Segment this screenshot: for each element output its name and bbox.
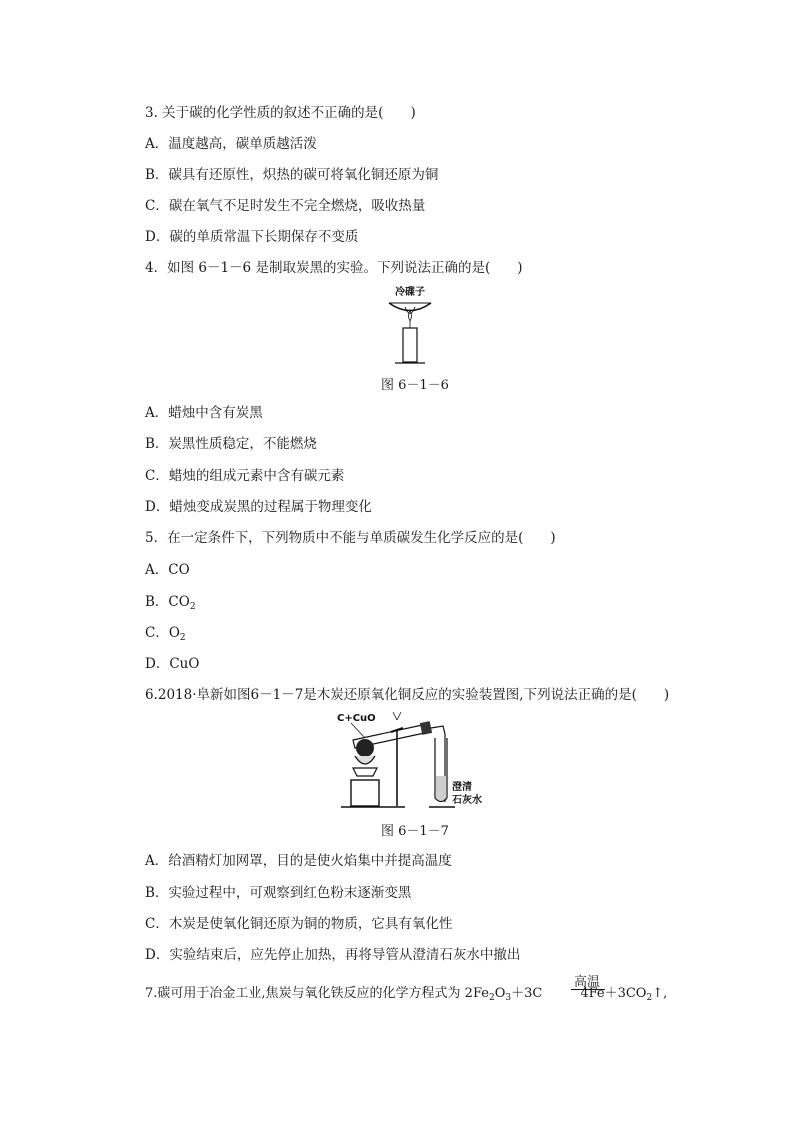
q6-option-a: A．给酒精灯加网罩，目的是使火焰集中并提高温度 (145, 853, 452, 869)
reaction-condition: 高温 (574, 975, 601, 990)
carbon-reduction-apparatus-figure (335, 710, 495, 812)
figure-6-1-6-caption: 图 6－1－6 (381, 378, 449, 393)
q3-option-c: C．碳在氧气不足时发生不完全燃烧，吸收热量 (145, 198, 426, 214)
reactant-label: C+CuO (337, 713, 376, 724)
q6-stem: 6.2018·阜新如图6－1－7是木炭还原氧化铜反应的实验装置图,下列说法正确的是( ) (145, 687, 670, 703)
q5-option-b: B．$CO_2$ (145, 594, 196, 612)
limewater-label-2: 石灰水 (452, 795, 482, 806)
q3-option-a: A．温度越高，碳单质越活泼 (145, 136, 317, 152)
q7-stem: 7.碳可用于冶金工业,焦炭与氧化铁反应的化学方程式为 $2Fe_2O_3+3C$ $4Fe+3CO_2↑$, (145, 986, 668, 1003)
q4-stem: 4．如图 6－1－6 是制取炭黑的实验。下列说法正确的是( ) (145, 260, 523, 276)
q6-option-d: D．实验结束后，应先停止加热，再将导管从澄清石灰水中撤出 (145, 947, 521, 963)
q3-option-b: B．碳具有还原性，炽热的碳可将氧化铜还原为铜 (145, 167, 439, 183)
q5-option-a: A．CO (145, 562, 190, 578)
limewater-label-1: 澄清 (452, 782, 472, 793)
cold-dish-label: 冷碟子 (395, 287, 425, 298)
figure-6-1-7-caption: 图 6－1－7 (381, 824, 449, 839)
q4-option-d: D．蜡烛变成炭黑的过程属于物理变化 (145, 499, 372, 515)
q3-stem: 3. 关于碳的化学性质的叙述不正确的是( ) (145, 105, 416, 121)
candle-cold-dish-figure (385, 284, 435, 366)
q5-option-d: D．CuO (145, 656, 200, 672)
q4-option-a: A．蜡烛中含有炭黑 (145, 405, 263, 421)
q6-option-b: B．实验过程中，可观察到红色粉末逐渐变黑 (145, 885, 412, 901)
q6-option-c: C．木炭是使氧化铜还原为铜的物质，它具有氧化性 (145, 916, 453, 932)
q5-option-c: C．$O_2$ (145, 625, 186, 643)
q3-option-d: D．碳的单质常温下长期保存不变质 (145, 229, 359, 245)
q4-option-b: B．炭黑性质稳定，不能燃烧 (145, 436, 317, 452)
q5-stem: 5．在一定条件下，下列物质中不能与单质碳发生化学反应的是( ) (145, 530, 556, 546)
q4-option-c: C．蜡烛的组成元素中含有碳元素 (145, 468, 345, 484)
